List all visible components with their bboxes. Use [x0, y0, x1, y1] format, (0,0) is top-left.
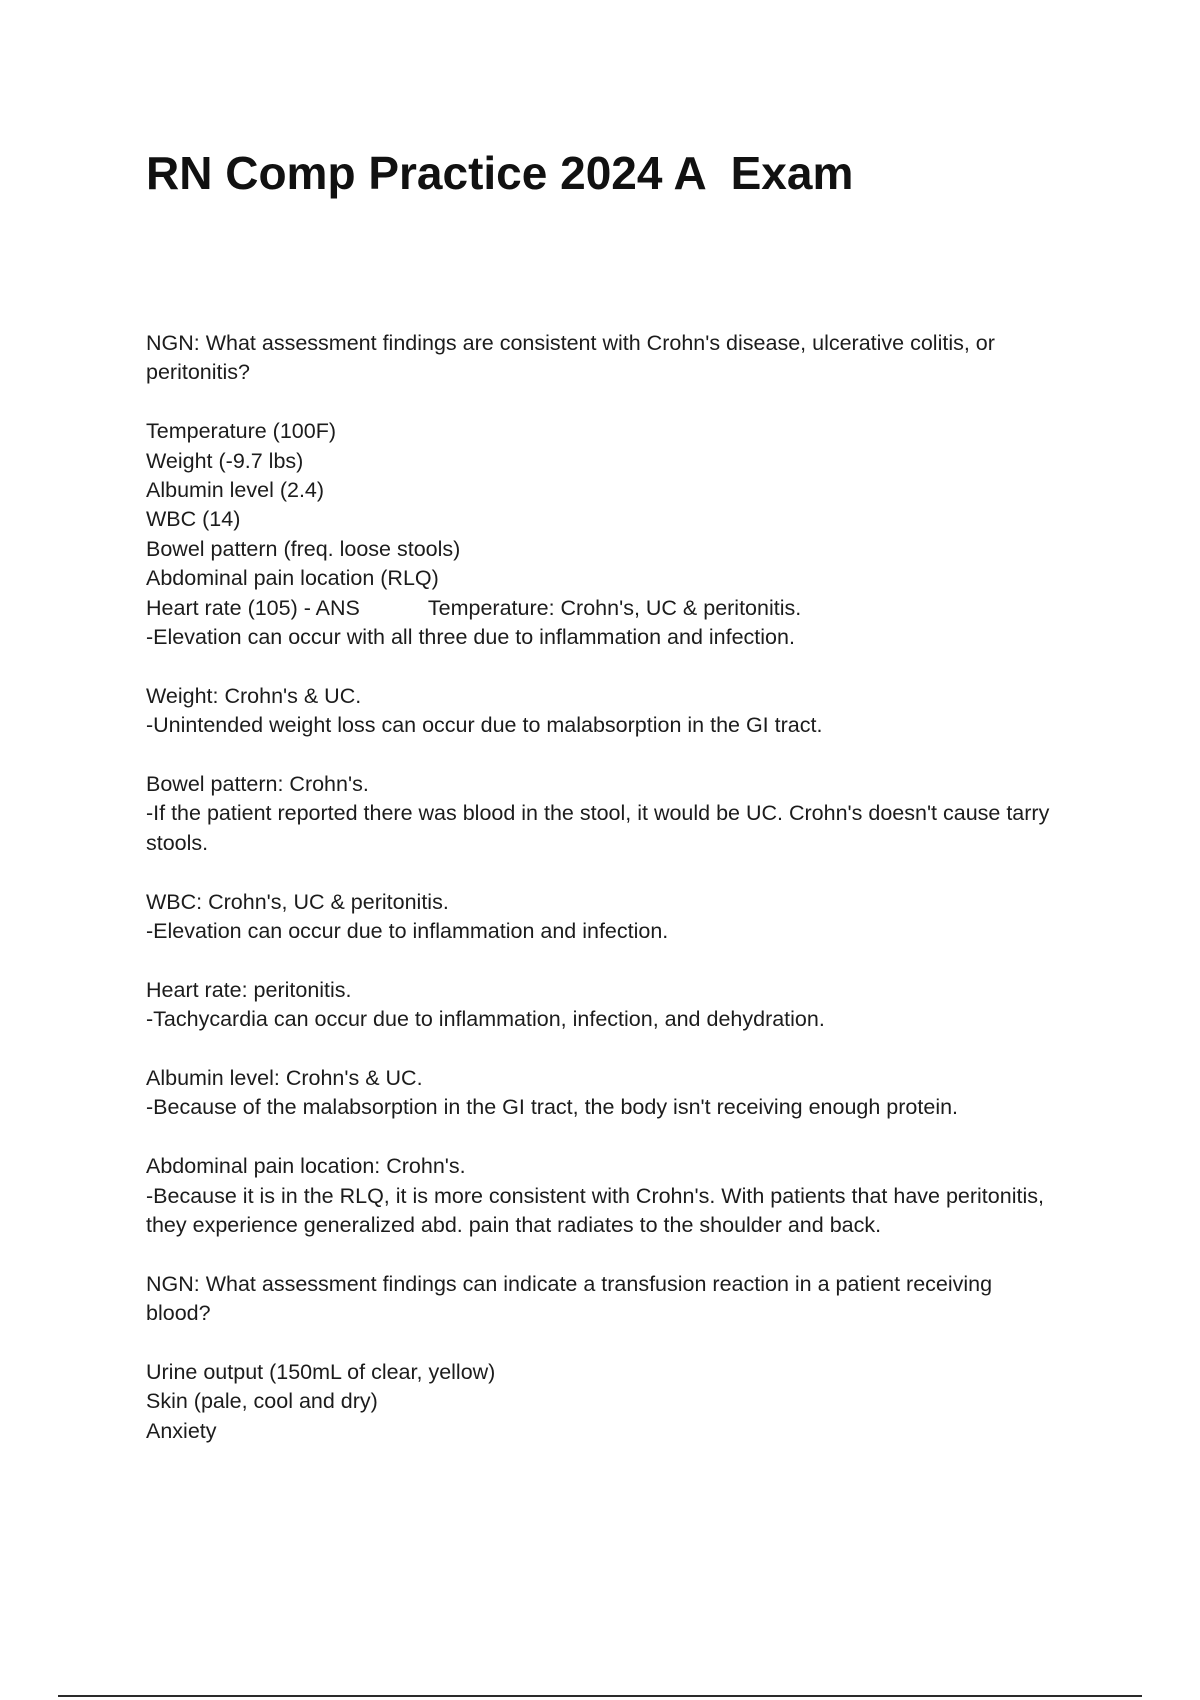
finding-temperature: Temperature (100F) — [146, 419, 336, 444]
answer-abdominal-pain-explanation-line-1: -Because it is in the RLQ, it is more consistent with Crohn's. With patients that have peritonitis, — [146, 1183, 1044, 1208]
answer-bowel-explanation-line-1: -If the patient reported there was blood in the stool, it would be UC. Crohn's doesn't cause tarry — [146, 801, 1050, 826]
finding-skin: Skin (pale, cool and dry) — [146, 1389, 378, 1414]
finding-anxiety: Anxiety — [146, 1418, 217, 1443]
answer-abdominal-pain-heading: Abdominal pain location: Crohn's. — [146, 1154, 466, 1179]
paragraph-gap — [146, 652, 1096, 681]
answer-weight-heading: Weight: Crohn's & UC. — [146, 683, 362, 708]
paragraph-gap — [146, 741, 1096, 770]
paragraph-gap — [146, 946, 1096, 975]
answer-weight-explanation: -Unintended weight loss can occur due to malabsorption in the GI tract. — [146, 713, 823, 738]
answer-temperature-explanation: -Elevation can occur with all three due to inflammation and infection. — [146, 625, 795, 650]
page-bottom-divider — [58, 1695, 1142, 1697]
paragraph-gap — [146, 1240, 1096, 1269]
answer-heart-rate-heading: Heart rate: peritonitis. — [146, 977, 352, 1002]
document-title: RN Comp Practice 2024 A Exam — [146, 147, 854, 199]
paragraph-gap — [146, 388, 1096, 417]
question-2-prompt-line-1: NGN: What assessment findings can indicate a transfusion reaction in a patient receiving — [146, 1271, 993, 1296]
answer-temperature-heading: Temperature: Crohn's, UC & peritonitis. — [427, 595, 802, 620]
finding-weight: Weight (-9.7 lbs) — [146, 448, 304, 473]
paragraph-gap — [146, 858, 1096, 887]
answer-wbc-explanation: -Elevation can occur due to inflammation and infection. — [146, 919, 669, 944]
finding-wbc: WBC (14) — [146, 507, 241, 532]
answer-heart-rate-explanation: -Tachycardia can occur due to inflammation, infection, and dehydration. — [146, 1007, 825, 1032]
finding-bowel-pattern: Bowel pattern (freq. loose stools) — [146, 536, 461, 561]
question-2-prompt-line-2: blood? — [146, 1301, 211, 1326]
answer-bowel-explanation-line-2: stools. — [146, 830, 209, 855]
answer-albumin-heading: Albumin level: Crohn's & UC. — [146, 1066, 423, 1091]
finding-heart-rate-row — [146, 594, 1096, 623]
finding-albumin: Albumin level (2.4) — [146, 478, 325, 503]
answer-albumin-explanation: -Because of the malabsorption in the GI tract, the body isn't receiving enough protein. — [146, 1095, 959, 1120]
finding-urine-output: Urine output (150mL of clear, yellow) — [146, 1360, 496, 1385]
question-1-prompt-line-1: NGN: What assessment findings are consistent with Crohn's disease, ulcerative colitis, or — [146, 331, 995, 355]
answer-abdominal-pain-explanation-line-2: they experience generalized abd. pain that radiates to the shoulder and back. — [146, 1213, 882, 1238]
question-1-prompt-line-2: peritonitis? — [146, 360, 250, 385]
paragraph-gap — [146, 1123, 1096, 1152]
finding-abdominal-pain: Abdominal pain location (RLQ) — [146, 566, 439, 591]
answer-bowel-heading: Bowel pattern: Crohn's. — [146, 772, 369, 797]
paragraph-gap — [146, 1035, 1096, 1064]
finding-heart-rate: Heart rate (105) - ANS — [146, 595, 360, 620]
answer-wbc-heading: WBC: Crohn's, UC & peritonitis. — [146, 889, 449, 914]
document-body — [146, 329, 1096, 1446]
paragraph-gap — [146, 1329, 1096, 1358]
